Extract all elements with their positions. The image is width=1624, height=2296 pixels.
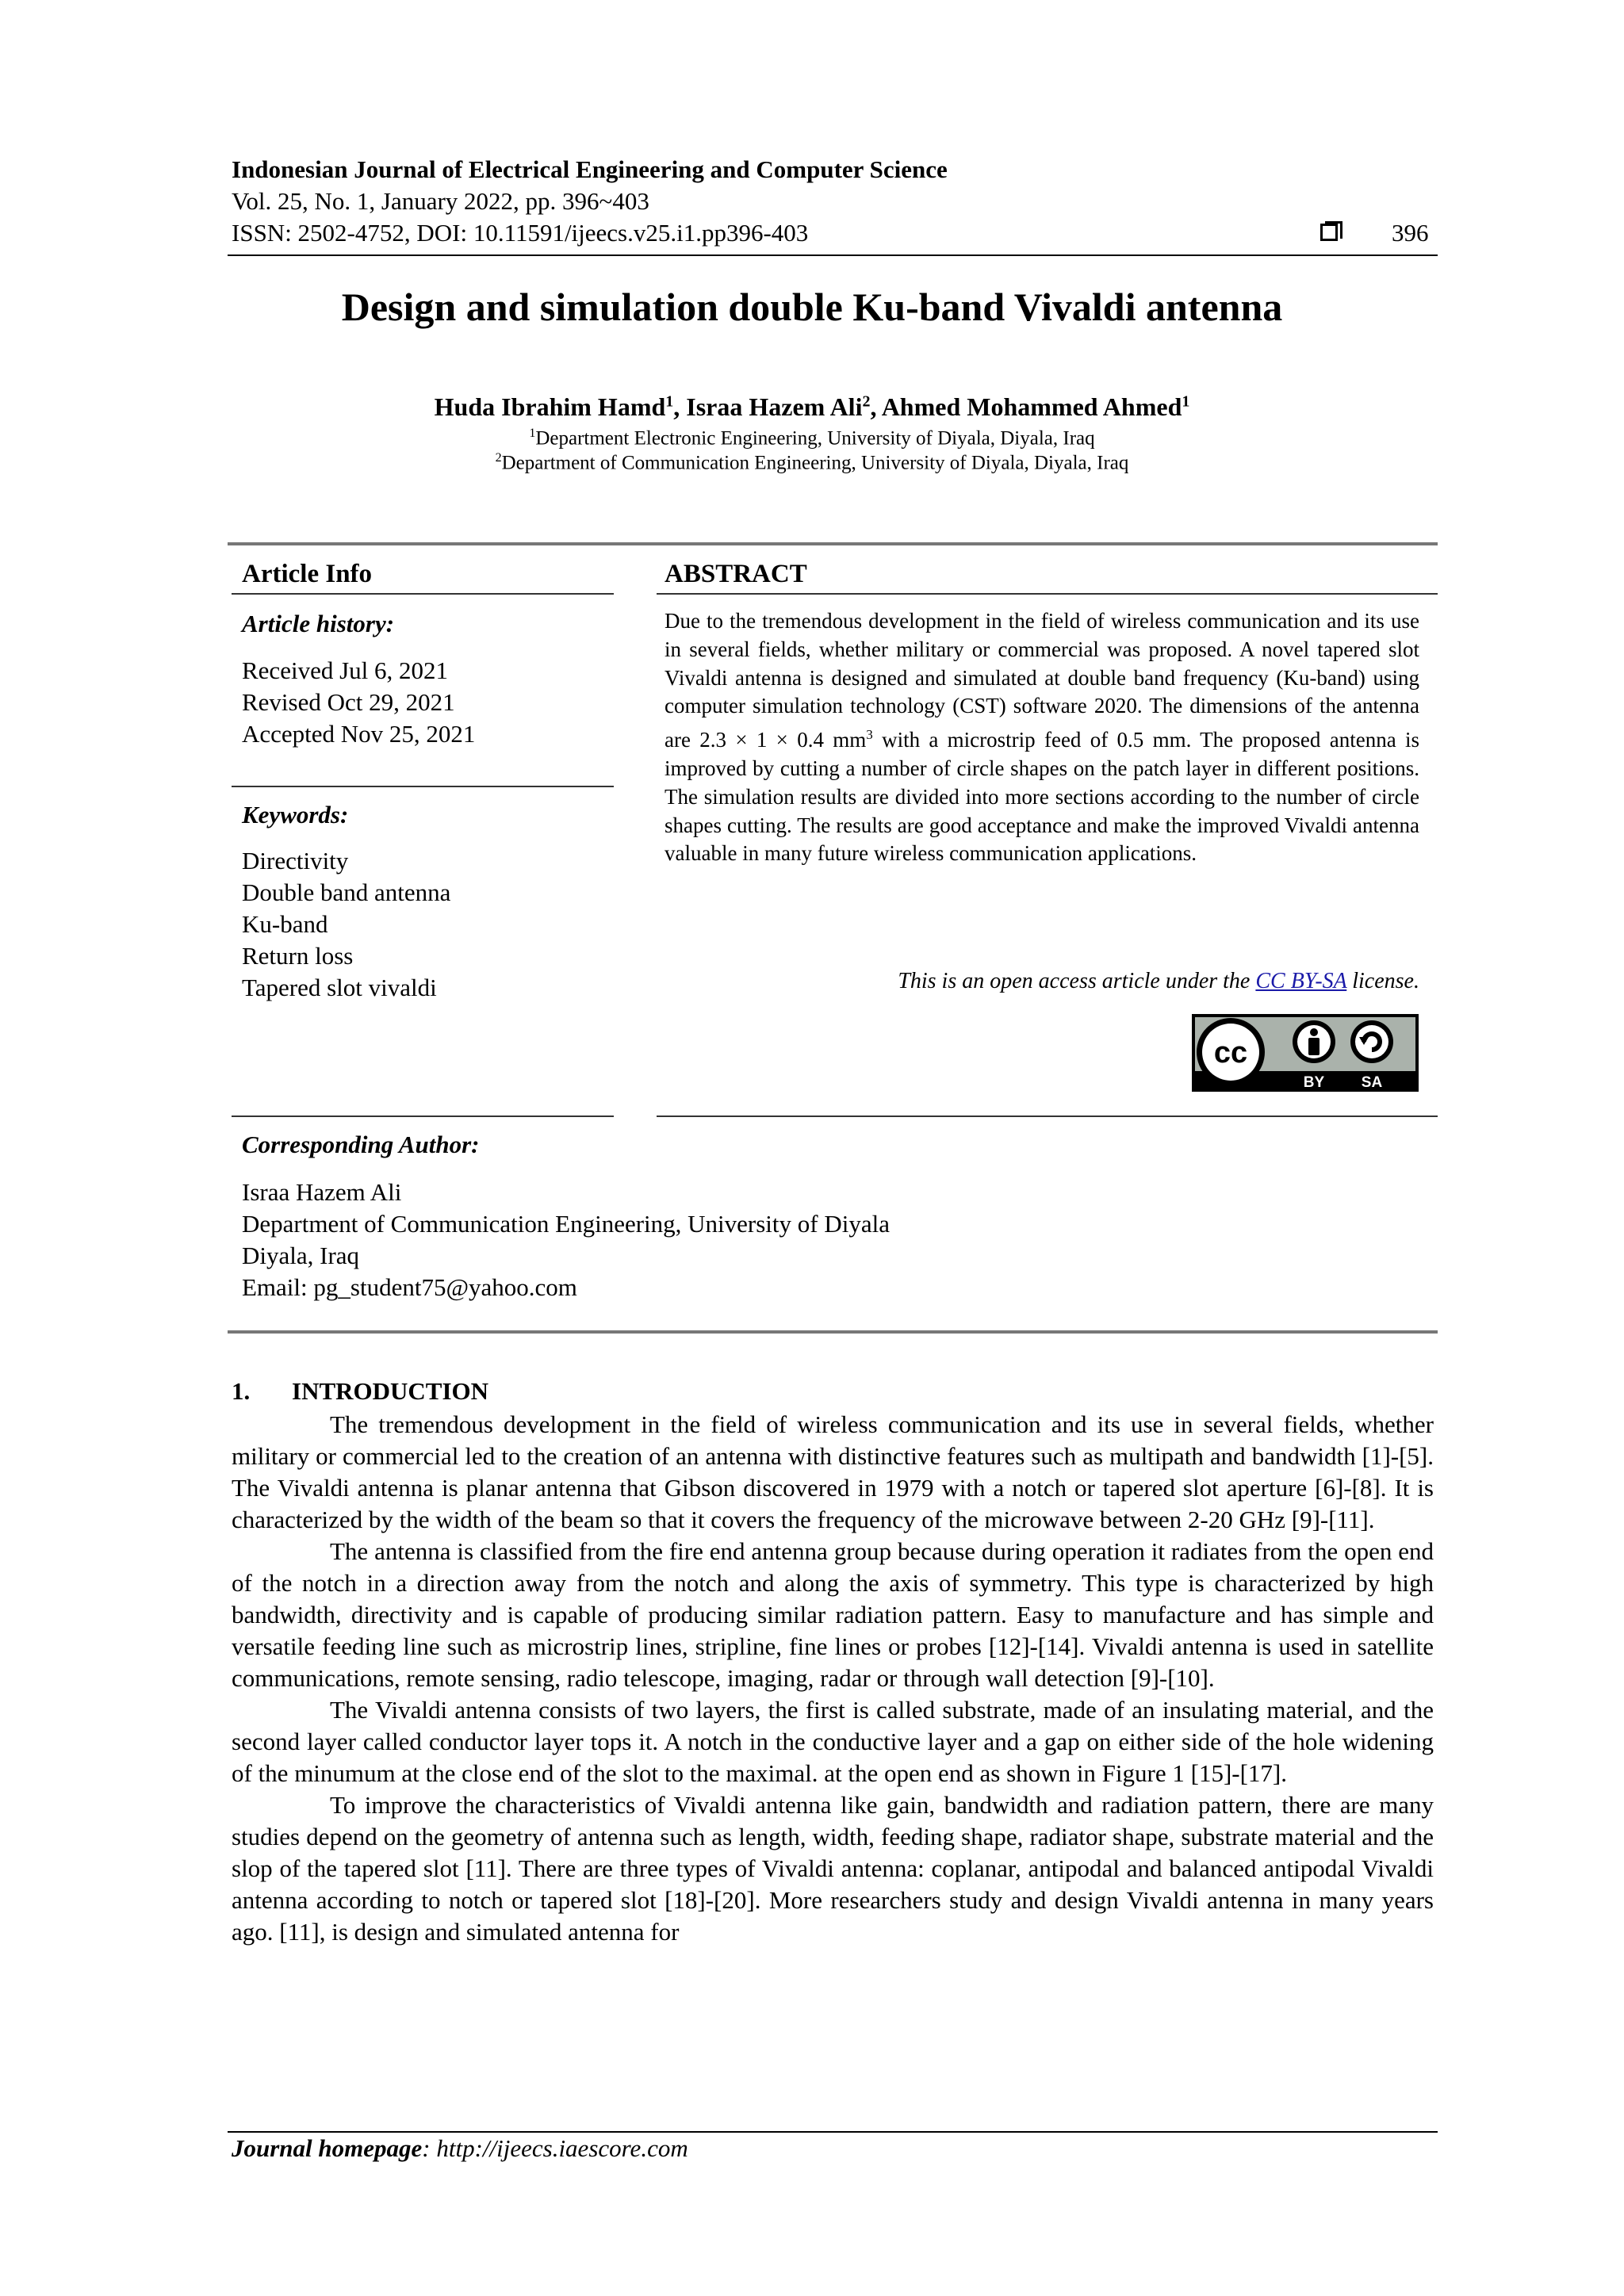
keyword-item: Ku-band xyxy=(242,910,328,938)
cc-logo-text: cc xyxy=(1213,1036,1248,1070)
section-heading-introduction: 1. INTRODUCTION xyxy=(232,1377,489,1405)
paragraph: The tremendous development in the field of wireless communication and its use in several fields, whether military or commercial led to the creation of an antenna with distinctive features such as multipath and bandwidth [1]-[5]. The Vivaldi antenna is planar antenna that Gibson discovered in 1979 with a notch or tapered slot aperture [6]-[8]. It is characterized by the width of the beam so that it covers the frequency of the microwave between 2-20 GHz [9]-[11]. xyxy=(232,1410,1434,1533)
footer-rule xyxy=(228,2131,1438,2133)
info-top-rule xyxy=(228,542,1438,545)
abstract-heading-rule xyxy=(657,593,1438,595)
abstract-bottom-rule xyxy=(657,1115,1438,1117)
abstract-text: Due to the tremendous development in the field of wireless communication and its use in several fields, whether military or commercial was proposed. A novel tapered slot Vivaldi antenna is designed and simulated at double band frequency (Ku-band) using computer simulation technology (CST) software 2020. The dimensions of the antenna are 2.3 × 1 × 0.4 $mm^3$ with a microstrip feed of 0.5 mm. The proposed antenna is improved by cutting a number of circle shapes on the patch layer in different positions. The simulation results are divided into more sections according to the number of circle shapes cutting. The results are good acceptance and make the improved Vivaldi antenna valuable in many future wireless communication applications. xyxy=(665,609,1419,866)
history-revised: Revised Oct 29, 2021 xyxy=(242,688,455,716)
author-affil-sup: 1 xyxy=(1182,392,1190,411)
author-affil-sup: 1 xyxy=(665,392,674,411)
license-link[interactable]: CC BY-SA xyxy=(1255,969,1347,993)
author-affil-sup: 2 xyxy=(862,392,871,411)
journal-homepage: Journal homepage: http://ijeecs.iaescore.com xyxy=(232,2134,688,2162)
paragraph: To improve the characteristics of Vivaldi antenna like gain, bandwidth and radiation pattern, there are many studies depend on the geometry of antenna such as length, width, feeding shape, radiator shape, substrate material and the slop of the tapered slot [11]. There are three types of Vivaldi antenna: coplanar, antipodal and balanced antipodal Vivaldi antenna according to notch or tapered slot [18]-[20]. More researchers study and design Vivaldi antenna in many years ago. [11], is design and simulated antenna for xyxy=(232,1791,1434,1946)
by-label: BY xyxy=(1303,1074,1325,1091)
affiliation: $^1$Department Electronic Engineering, University of Diyala, Diyala, Iraq xyxy=(529,427,1095,450)
keywords-rule xyxy=(232,1115,614,1117)
homepage-url[interactable]: : http://ijeecs.iaescore.com xyxy=(422,2134,688,2162)
abstract-heading: ABSTRACT xyxy=(665,560,807,588)
corresponding-bottom-rule xyxy=(228,1330,1438,1334)
author-name: Huda Ibrahim Hamd xyxy=(434,392,666,421)
journal-volume: Vol. 25, No. 1, January 2022, pp. 396~403 xyxy=(232,187,649,215)
history-received: Received Jul 6, 2021 xyxy=(242,656,449,684)
keyword-item: Directivity xyxy=(242,847,349,874)
corresponding-department: Department of Communication Engineering, University of Diyala xyxy=(242,1210,890,1238)
cc-by-sa-badge-icon[interactable] xyxy=(1191,1013,1419,1093)
corresponding-author-details xyxy=(242,1177,890,1303)
history-accepted: Accepted Nov 25, 2021 xyxy=(242,720,476,748)
introduction-body xyxy=(232,1409,1434,1948)
license-statement: This is an open access article under the CC BY-SA license. xyxy=(898,969,1419,993)
corresponding-name: Israa Hazem Ali xyxy=(242,1178,402,1206)
keyword-item: Return loss xyxy=(242,942,354,970)
sa-label: SA xyxy=(1361,1074,1383,1091)
keywords-heading: Keywords: xyxy=(242,801,349,828)
article-history xyxy=(242,655,475,750)
keyword-item: Double band antenna xyxy=(242,878,451,906)
corresponding-location: Diyala, Iraq xyxy=(242,1242,360,1269)
keyword-item: Tapered slot vivaldi xyxy=(242,974,437,1001)
header-rule xyxy=(228,254,1438,256)
author-list: Huda Ibrahim Hamd$^1$, Israa Hazem Ali$^2$, Ahmed Mohammed Ahmed$^1$ xyxy=(434,392,1190,421)
history-rule xyxy=(232,786,614,787)
box-icon xyxy=(1320,224,1338,241)
author-name: Israa Hazem Ali xyxy=(686,392,863,421)
journal-name: Indonesian Journal of Electrical Engineering and Computer Science xyxy=(232,155,948,183)
info-heading-rule xyxy=(232,593,614,595)
corresponding-author-heading: Corresponding Author: xyxy=(242,1131,480,1158)
page-number: 396 xyxy=(1392,219,1429,247)
keyword-list xyxy=(242,845,450,1004)
affiliation: $^2$Department of Communication Engineering, University of Diyala, Diyala, Iraq xyxy=(495,451,1129,474)
paper-title: Design and simulation double Ku-band Vivaldi antenna xyxy=(341,285,1283,329)
paragraph: The antenna is classified from the fire end antenna group because during operation it radiates from the open end of the notch in a direction away from the notch and along the axis of symmetry. This type is characterized by high bandwidth, directivity and is capable of producing similar radiation pattern. Easy to manufacture and has simple and versatile feeding line such as microstrip lines, stripline, fine lines or probes [12]-[14]. Vivaldi antenna is used in satellite communications, remote sensing, radio telescope, imaging, radar or through wall detection [9]-[10]. xyxy=(232,1537,1434,1692)
article-history-heading: Article history: xyxy=(242,610,395,637)
paragraph: The Vivaldi antenna consists of two layers, the first is called substrate, made of an insulating material, and the second layer called conductor layer tops it. A notch in the conductive layer and a gap on either side of the hole widening of the minumum at the close end of the slot to the maximal. at the open end as shown in Figure 1 [15]-[17]. xyxy=(232,1696,1434,1787)
article-info-heading: Article Info xyxy=(242,560,373,588)
journal-issn-doi: ISSN: 2502-4752, DOI: 10.11591/ijeecs.v25.i1.pp396-403 xyxy=(232,219,809,247)
corresponding-email: Email: pg_student75@yahoo.com xyxy=(242,1273,577,1301)
author-name: Ahmed Mohammed Ahmed xyxy=(881,392,1182,421)
